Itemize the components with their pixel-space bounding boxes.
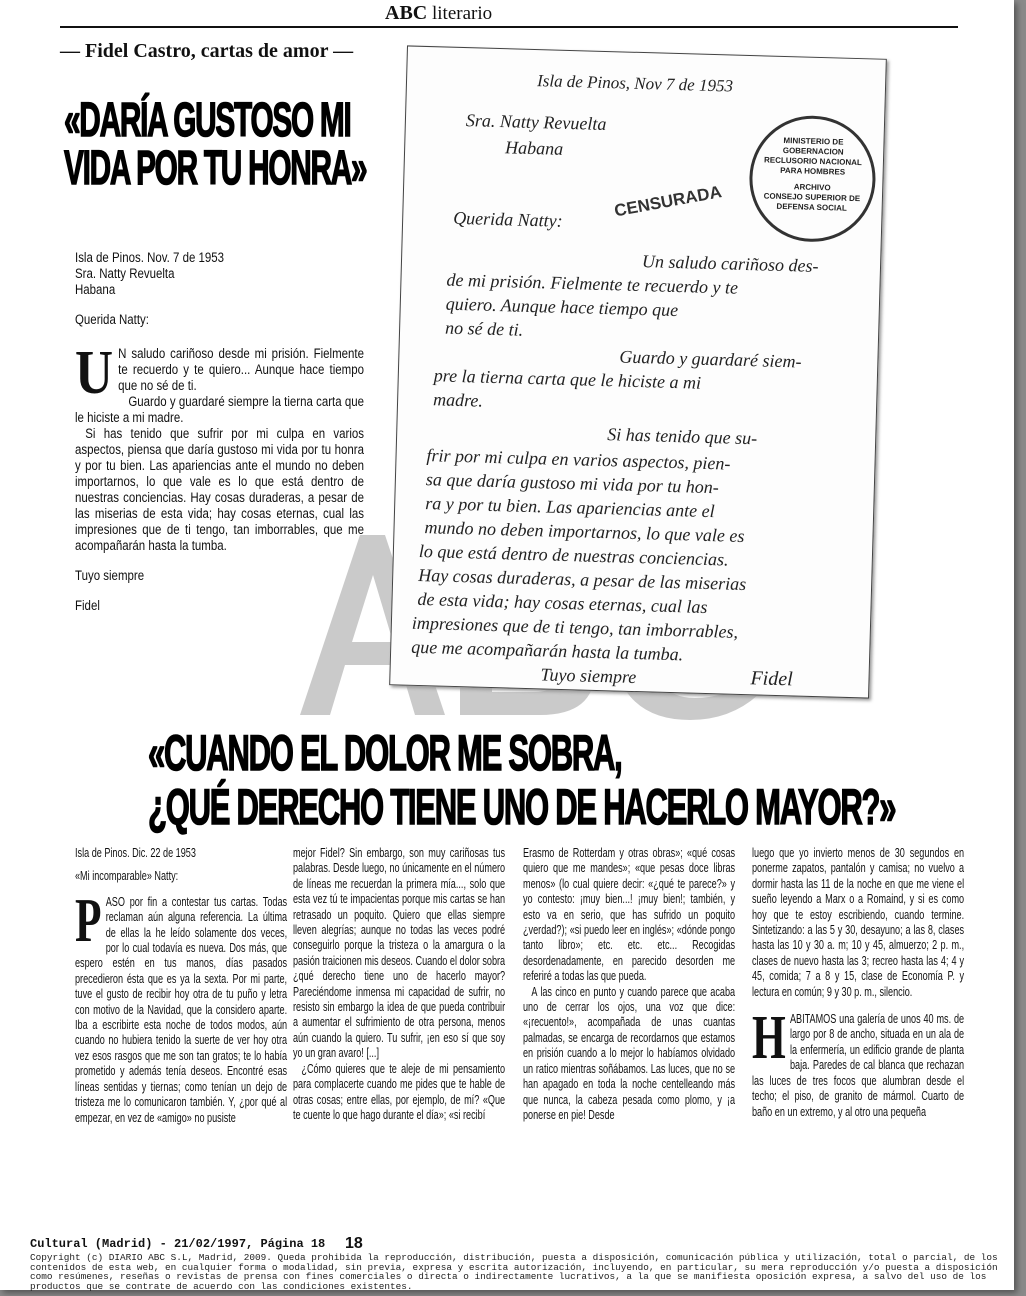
masthead-brand: ABC (385, 2, 428, 24)
header-rule (60, 26, 958, 28)
hw-line: que me acompañarán hasta la tumba. (410, 636, 684, 665)
column-1 (75, 845, 287, 1125)
column-2 (293, 845, 505, 1122)
paragraph: luego que yo invierto menos de 30 segundos en ponerme zapatos, pantalón y camisa; no vuelvo a dormir hasta las 11 de la noche en que me viene el sueño leyendo a Marx o a Romaind, y si es como hoy que te estoy escribiendo, cuando termine. Sintetizando: a las 5 y 30, desayuno; a las 8, clases hasta las 10 y 30 a. m; 10 y 45, almuerzo; 2 p. m., clases de nuevo hasta las 3; recreo hasta las 4; 4 y 45, comida; 7 a 8 y 15, clase de Economía P. y lectura en común; 9 y 30 p. m., silencio. (752, 845, 965, 999)
hw-line: frir por mi culpa en varios aspectos, pien- (426, 445, 731, 474)
letter1-signature: Fidel (75, 598, 100, 613)
paragraph (752, 1004, 965, 1119)
stamp-text: CONSEJO SUPERIOR DE DEFENSA SOCIAL (763, 191, 861, 213)
hw-line: pre la tierna carta que le hiciste a mi (433, 365, 702, 393)
section-title: — Fidel Castro, cartas de amor — (60, 40, 354, 62)
hw-line: no sé de ti. (444, 317, 524, 340)
hw-line: de esta vida; hay cosas eternas, cual las (417, 588, 708, 618)
letter2-greeting: «Mi incomparable» Natty: (75, 868, 179, 884)
paragraph-text: ABITAMOS una galería de unos 40 ms. de largo por 8 de ancho, situada en un ala de la enfermería, un edificio grande de planta baja. Paredes de cal blanca que rechazan las luces de tres focos que alumbran desde el techo; el piso, de granito de mármol. Cuarto de baño en un extremo, y al otro una pequeña (752, 1011, 965, 1119)
handwritten-letter-facsimile (389, 45, 887, 698)
hw-line: Un saludo cariñoso des- (641, 251, 819, 276)
drop-cap: H (752, 1004, 786, 1073)
copyright-notice: Copyright (c) DIARIO ABC S.L, Madrid, 2009. Queda prohibida la reproducción, distribución, puesta a disposición, comunicación pública y utilización, total o parcial, de los contenidos de esta web, en cualquier forma o modalidad, sin previa, expresa y escrita autorización, incluyendo, en particular, su mera reproducción y/o puesta a disposición como resúmenes, reseñas o revistas de prensa con fines comerciales o directa o indirectamente lucrativos, a la que se manifiesta oposición expresa, a salvo del uso de los productos que se contrate de acuerdo con las condiciones existentes. (30, 1252, 998, 1292)
drop-cap: P (75, 886, 102, 955)
column-4 (752, 845, 964, 1119)
letter1-closing: Tuyo siempre (75, 568, 145, 583)
stamp-text: MINISTERIO DE GOBERNACION (782, 135, 844, 157)
paragraph: Erasmo de Rotterdam y otras obras»; «qué cosas quiero que me mandes»; «que pesas doce libras menos» (lo cual quiere decir: «¿qué te parece?» y yo contesto: ¡muy bien...! ¡muy bien!; también, y esto va en serio, que has sufrido un poquito ¿verdad?); «si puedo leer en inglés»; «dónde pongo tanto libro»; etc. etc. etc... Recogidas desordenadamente, en parecido desorden me referiré a todas las que pueda. (523, 845, 736, 984)
paragraph: mejor Fidel? Sin embargo, son muy cariñosas tus palabras. Desde luego, no únicamente en el número de líneas me recuerdan la primera mía..., solo que esta vez tú te impacientas porque mis cartas se han retrasado un poquito. Quiero que ellas siempre lleven alegrías; aunque no todas las veces podré conseguirlo porque la tristeza o la amargura o la pasión traicionen mis deseos. Cuando el dolor sobra ¿qué derecho tiene uno de hacerlo mayor? Pareciéndome inmensa mi capacidad de sufrir, no resisto sin embargo la idea de que pueda contribuir a aumentar el sufrimiento de otra persona, menos aún cuando la quiero. Tu sufrir, ¡en eso sí que soy yo un gran avaro! [...] (293, 845, 506, 1061)
hw-line: Guardo y guardaré siem- (619, 346, 802, 372)
paragraph: A las cinco en punto y cuando parece que acaba uno de cerrar los ojos, una voz que dice: «¡recuento!», acompañada de unas cuantas palmadas, se encarga de recordarnos que estamos en prisión cuando a lo mejor lo habíamos olvidado un ratico mientras soñábamos. Las luces, que no se han apagado en toda la noche centelleando más que nunca, la cabeza pesada como plomo, y ¡a ponerse en pie! Desde (523, 983, 736, 1122)
headline2-line2: ¿QUÉ DERECHO TIENE UNO DE HACERLO MAYOR?» (148, 779, 896, 835)
hw-line: Hay cosas duraderas, a pesar de las miserias (417, 564, 747, 595)
hw-line: madre. (432, 389, 484, 411)
hw-line: quiero. Aunque hace tiempo que (445, 293, 679, 321)
stamp-text: ARCHIVO (793, 182, 831, 193)
hw-line: de mi prisión. Fielmente te recuerdo y te (446, 269, 739, 298)
letter2-place-date: Isla de Pinos. Dic. 22 de 1953 (75, 845, 196, 860)
hw-line: Habana (504, 137, 564, 159)
letter1-greeting: Querida Natty: (75, 312, 149, 327)
hw-line: lo que está dentro de nuestras conciencias. (418, 540, 729, 570)
source-line: Cultural (Madrid) - 21/02/1997, Página 18 (30, 1237, 326, 1251)
hw-line: Tuyo siempre (540, 664, 637, 688)
page-number: 18 (345, 1235, 363, 1252)
hw-line: impresiones que de ti tengo, tan imborrables, (411, 612, 739, 642)
hw-line: sa que daría gustoso mi vida por tu hon- (425, 469, 720, 498)
hw-line: Querida Natty: (452, 207, 563, 231)
hw-line: Si has tenido que su- (606, 424, 758, 449)
letter1-p3: Si has tenido que sufrir por mi culpa en varios aspectos, piensa que daría gustoso mi vida por tu honra y por tu bien. Las apariencias ante el mundo no deben importarnos, lo que vale es lo que está dentro de nuestras conciencias. Hay cosas duraderas, a pesar de las miserias de esta vida; hay cosas eternas, cual las impresiones que de ti tengo, tan imborrables, que me acompañarán hasta la tumba. (75, 426, 364, 553)
letter1-p2: Guardo y guardaré siempre la tierna carta que le hiciste a mi madre. (75, 394, 364, 425)
masthead (385, 2, 492, 25)
letter1-recipient: Sra. Natty Revuelta (75, 266, 175, 281)
paragraph: ¿Cómo quieres que te aleje de mi pensamiento para complacerte cuando me pides que te hable de otras cosas; entre ellas, por ejemplo, de mí? «Que te cuente lo que hago durante el día»; «si recibí (293, 1060, 506, 1122)
headline2-line1: «CUANDO EL DOLOR ME SOBRA, (148, 725, 622, 781)
censored-mark: CENSURADA (612, 182, 724, 221)
hw-line: mundo no deben importarnos, lo que vale es (424, 517, 745, 547)
hw-line: Isla de Pinos, Nov 7 de 1953 (536, 71, 734, 96)
hw-line: Sra. Natty Revuelta (465, 110, 607, 135)
letter-1 (75, 250, 364, 614)
letter1-p1-text: N saludo cariñoso desde mi prisión. Fielmente te recuerdo y te quiero... Aunque hace tiempo que no sé de ti. (118, 346, 364, 393)
letter1-p1 (75, 339, 364, 407)
letter1-place-date: Isla de Pinos. Nov. 7 de 1953 (75, 250, 225, 265)
letter2-c1-text: ASO por fin a contestar tus cartas. Todas reclaman aún alguna referencia. La última de ellas la he leído solamente dos veces, por lo cual todavía es nueva. Dos más, que espero estén en tus manos, días pasados precedieron ésta que es ya la sexta. Por mi parte, tuve el gusto de recibir hoy otra de tu puño y letra con motivo de la Navidad, que la considero aparte. Iba a escribirte esta noche de todos modos, aún cuando no hubiera tenido la suerte de ver hoy otra vez esos rasgos que me son tan gratos; te lo había prometido y además tenía deseos. Encontré esas líneas sentidas y tiernas; como tenían un dejo de tristeza me lo comunicaron también. Y, ¿por qué al empezar, en vez de «amigo» no pusiste (75, 893, 288, 1125)
drop-cap: U (75, 339, 114, 407)
headline-2 (148, 725, 954, 835)
letter2-p1 (75, 886, 288, 1125)
letter1-city: Habana (75, 282, 116, 297)
headline-1: «DARÍA GUSTOSO MI VIDA POR TU HONRA» (64, 94, 367, 195)
column-3 (523, 845, 735, 1122)
stamp-text: RECLUSORIO NACIONAL PARA HOMBRES (763, 155, 862, 177)
hw-signature: Fidel (750, 667, 794, 691)
masthead-section: literario (431, 3, 493, 24)
hw-line: ra y por tu bien. Las apariencias ante el (424, 493, 715, 522)
censorship-stamp (748, 114, 877, 243)
